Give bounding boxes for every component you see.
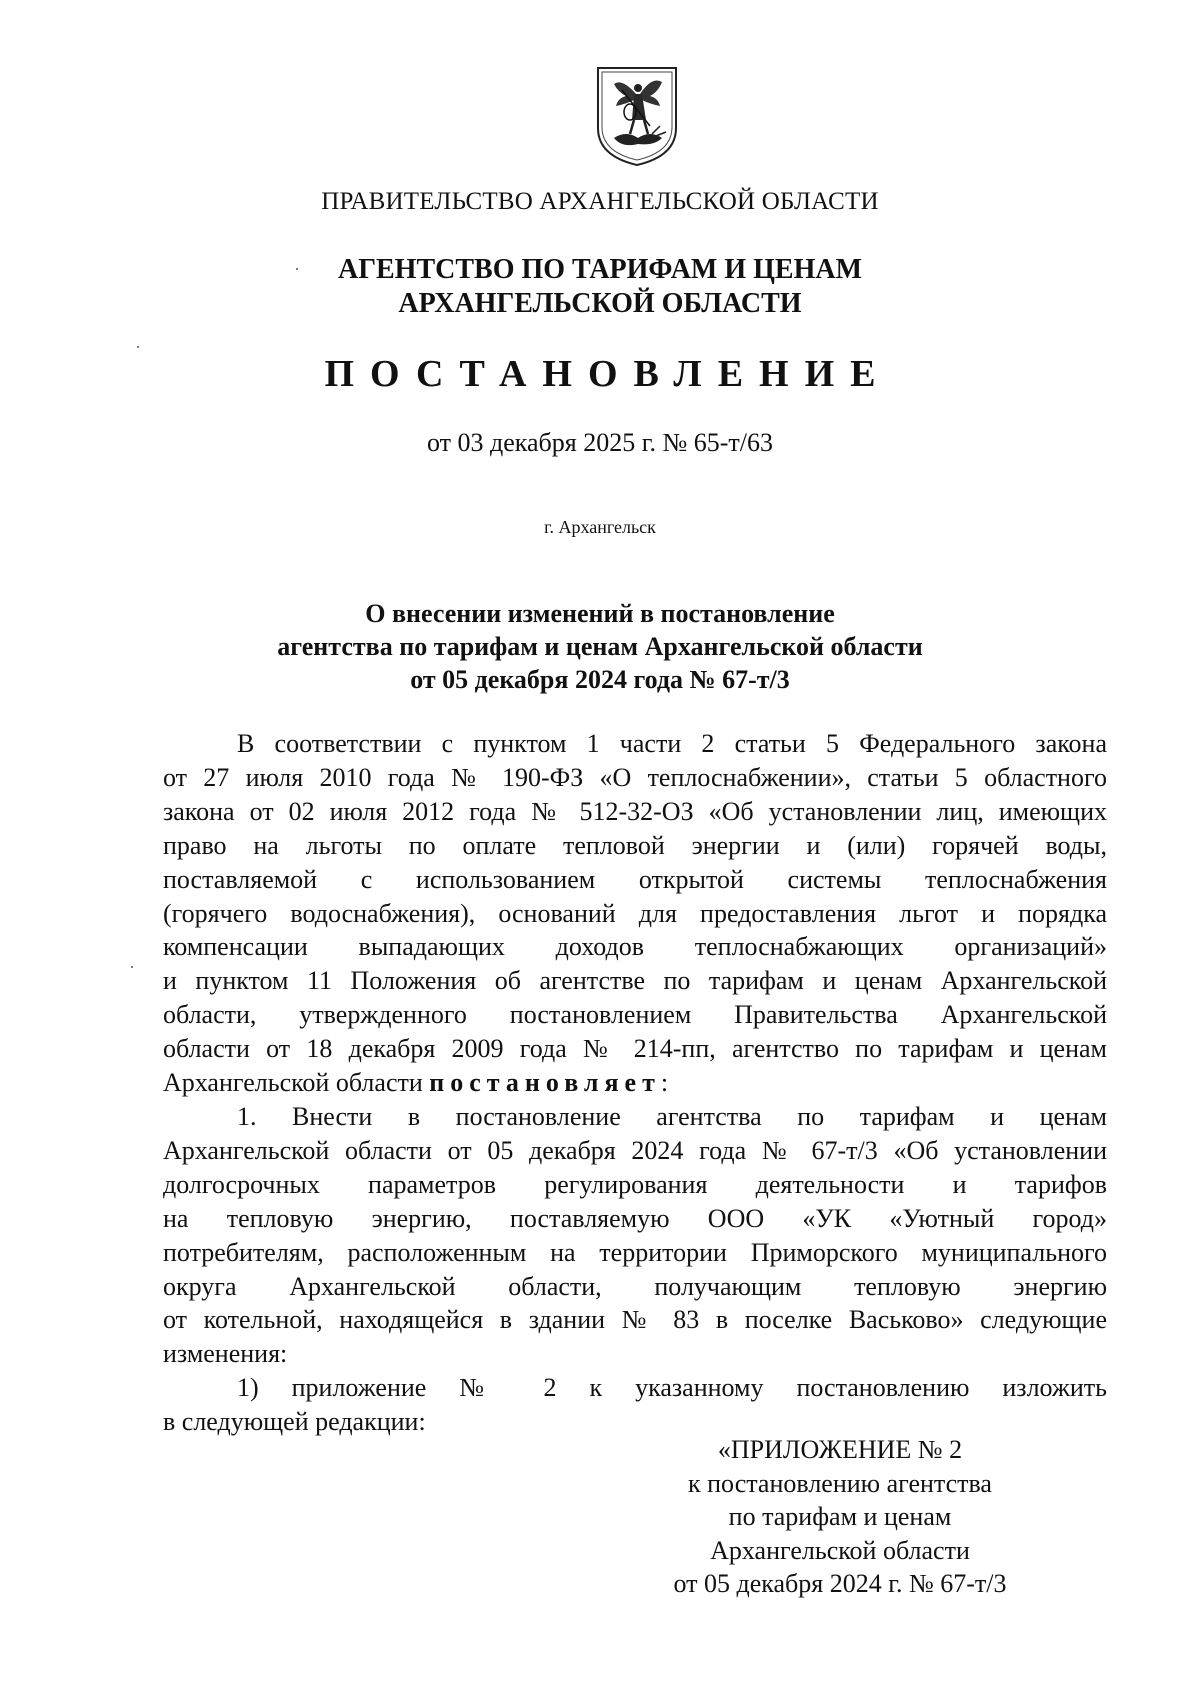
item-1-line: на тепловую энергию, поставляемую ООО «УК «Уютный город» [163, 1203, 1107, 1233]
preamble-line: В соответствии с пунктом 1 части 2 статьи 5 Федерального закона [237, 729, 1107, 758]
preamble-line: (горячего водоснабжения), оснований для предоставления льгот и порядка [163, 898, 1107, 928]
subitem-1-line: в следующей редакции: [163, 1407, 426, 1437]
agency-name-line-2: АРХАНГЕЛЬСКОЙ ОБЛАСТИ [398, 288, 802, 319]
scan-speck [137, 346, 139, 348]
preamble-line: и пунктом 11 Положения об агентстве по тарифам и ценам Архангельской [163, 966, 1107, 996]
subject-line-3: от 05 декабря 2024 года № 67-т/3 [410, 665, 790, 694]
item-1-line: 1. Внести в постановление агентства по тарифам и ценам [237, 1101, 1107, 1131]
preamble-line: поставляемой с использованием открытой системы теплоснабжения [163, 864, 1107, 894]
preamble-line: закона от 02 июля 2012 года № 512-32-ОЗ «Об установлении лиц, имеющих [163, 796, 1107, 826]
item-1-line: долгосрочных параметров регулирования деятельности и тарифов [163, 1169, 1107, 1199]
preamble-line: от 27 июля 2010 года № 190-ФЗ «О теплоснабжении», статьи 5 областного [163, 762, 1107, 792]
appendix-line: от 05 декабря 2024 г. № 67-т/3 [673, 1569, 1007, 1599]
appendix-line: по тарифам и ценам [728, 1502, 952, 1532]
preamble-line: области от 18 декабря 2009 года № 214-пп, агентство по тарифам и ценам [163, 1034, 1107, 1064]
item-1-line: изменения: [163, 1339, 288, 1369]
subitem-1-paragraph [163, 1371, 1107, 1439]
government-name: ПРАВИТЕЛЬСТВО АРХАНГЕЛЬСКОЙ ОБЛАСТИ [321, 188, 879, 215]
preamble-line: право на льготы по оплате тепловой энергии и (или) горячей воды, [163, 830, 1107, 860]
subject-line-1: О внесении изменений в постановление [365, 599, 835, 628]
document-type-title: ПОСТАНОВЛЕНИЕ [324, 353, 892, 395]
decrees-word: постановляет [429, 1068, 661, 1098]
preamble-paragraph [163, 727, 1107, 1100]
scan-speck [131, 966, 133, 968]
subitem-1-line: 1) приложение № 2 к указанному постановлению изложить [237, 1373, 1107, 1403]
preamble-closing-line [163, 1066, 1107, 1100]
preamble-closing-suffix: : [660, 1068, 669, 1098]
document-body [163, 727, 1107, 1439]
item-1-paragraph [163, 1100, 1107, 1371]
subject-line-2: агентства по тарифам и ценам Архангельской области [277, 632, 923, 661]
preamble-line: компенсации выпадающих доходов теплоснабжающих организаций» [163, 932, 1107, 962]
appendix-header [640, 1433, 1040, 1601]
item-1-line: Архангельской области от 05 декабря 2024 года № 67-т/3 «Об установлении [163, 1135, 1107, 1165]
preamble-line: области, утвержденного постановлением Правительства Архангельской [163, 1000, 1107, 1030]
appendix-title: «ПРИЛОЖЕНИЕ № 2 [717, 1435, 963, 1464]
item-1-line: потребителям, расположенным на территории Приморского муниципального [163, 1237, 1107, 1267]
agency-name [0, 253, 1200, 321]
coat-of-arms-emblem [592, 64, 682, 168]
preamble-closing-prefix: Архангельской области [163, 1068, 430, 1098]
agency-name-line-1: АГЕНТСТВО ПО ТАРИФАМ И ЦЕНАМ [337, 254, 863, 285]
appendix-line: к постановлению агентства [688, 1468, 992, 1498]
scan-speck [296, 268, 298, 270]
appendix-line: Архангельской области [710, 1535, 970, 1565]
document-city: г. Архангельск [544, 517, 656, 537]
item-1-line: округа Архангельской области, получающим тепловую энергию [163, 1271, 1107, 1301]
item-1-line: от котельной, находящейся в здании № 83 в поселке Васьково» следующие [163, 1305, 1107, 1335]
document-date-number: от 03 декабря 2025 г. № 65-т/63 [426, 428, 774, 457]
document-subject [0, 597, 1200, 696]
